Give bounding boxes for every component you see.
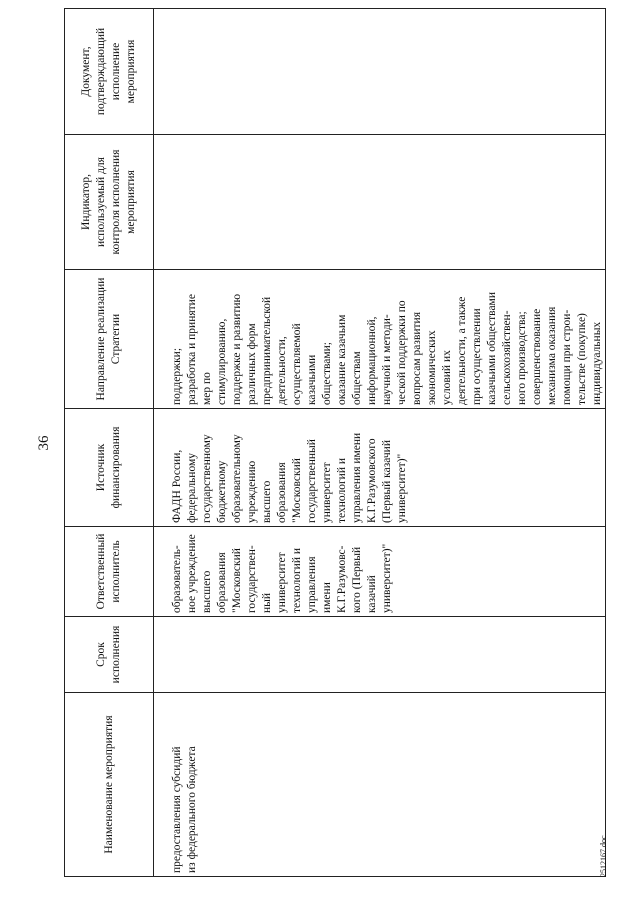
cell-direction: поддержки; разработка и принятие мер по стимулированию, поддержке и развитию различных форм предпринимательской деятельности, осуществляемой казачьими обществами; оказание казачьим обществам информационной, научной и методи- ческой поддержки по вопросам развития экономических условий их деятельности, а также при осуществлении казачьими обществами сельскохозяйствен- ного производства; совершенствование механизма оказания помощи при строи- тельстве (покупке) индивидуальных: [154, 270, 606, 409]
footer-code: 2512167.doc: [599, 835, 608, 877]
header-name: Наименование мероприятия: [65, 693, 154, 877]
cell-deadline: [154, 617, 606, 693]
header-responsible: Ответственный исполнитель: [65, 527, 154, 617]
header-document: Документ, подтверждающий исполнение мероприятия: [65, 9, 154, 135]
rotated-page: [36, 9, 608, 877]
measures-table: [64, 8, 606, 877]
page-number: 36: [36, 435, 52, 451]
header-indicator: Индикатор, используемый для контроля исполнения мероприятия: [65, 135, 154, 270]
header-direction: Направление реализации Стратегии: [65, 270, 154, 409]
header-deadline: Срок исполнения: [65, 617, 154, 693]
cell-funding: ФАДН России, федеральному государственному бюджетному образовательному учреждению высшего образования "Московский государственный университет технологий и управления имени К.Г.Разумовского (Первый казачий университет)": [154, 409, 606, 527]
cell-name: предоставления субсидий из федерального бюджета: [154, 693, 606, 877]
cell-responsible: образователь- ное учреждение высшего образования "Московский государствен- ный университет технологий и управления имени К.Г.Разумовс- кого (Первый казачий университет)": [154, 527, 606, 617]
header-funding: Источник финансирования: [65, 409, 154, 527]
table-header-row: [65, 9, 154, 877]
cell-indicator: [154, 135, 606, 270]
cell-document: [154, 9, 606, 135]
table-row: [154, 9, 606, 877]
